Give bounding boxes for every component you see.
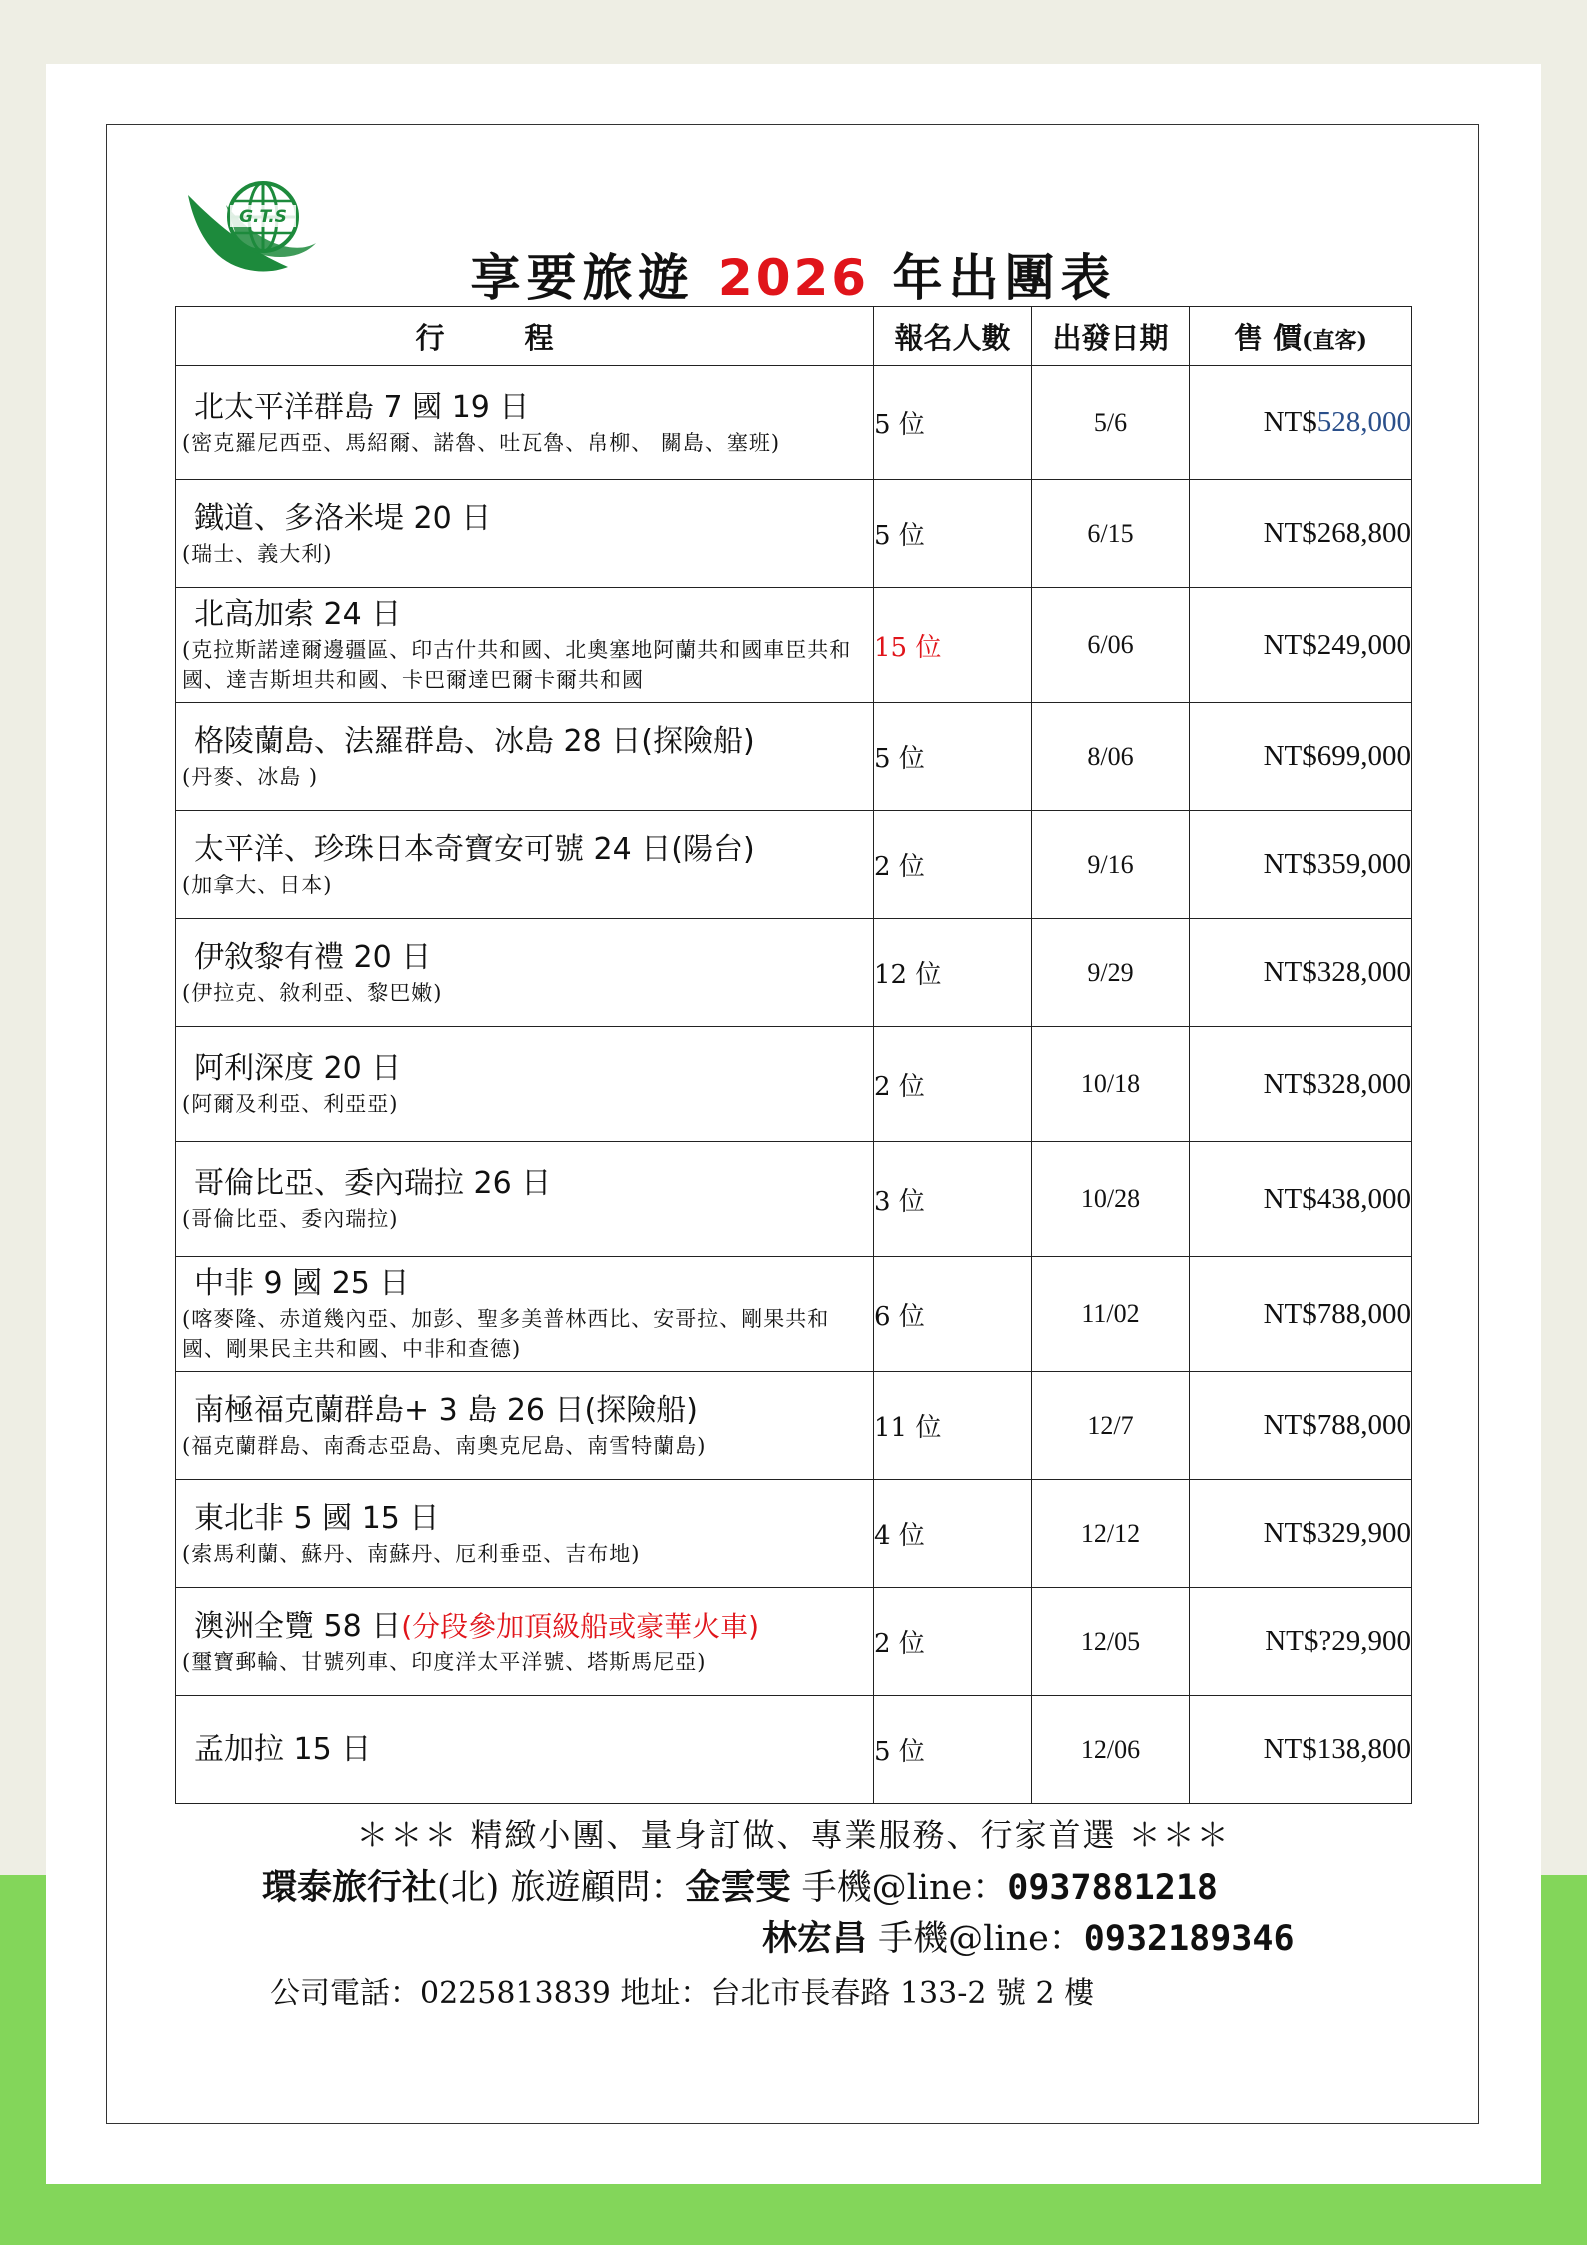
table-row bbox=[176, 588, 1412, 703]
tour-name bbox=[176, 1164, 873, 1204]
signups-cell: 2 位 bbox=[874, 1027, 1032, 1142]
tour-name bbox=[176, 1391, 873, 1431]
tour-countries: (璽寶郵輪、甘號列車、印度洋太平洋號、塔斯馬尼亞) bbox=[182, 1649, 707, 1674]
price-cell bbox=[1190, 480, 1412, 588]
price-cell bbox=[1190, 1257, 1412, 1372]
tour-countries: (瑞士、義大利) bbox=[182, 541, 333, 566]
advisor-1-name: 金雲雯 bbox=[685, 1867, 791, 1908]
tour-name bbox=[176, 499, 873, 539]
header-itinerary: 行程 bbox=[176, 307, 874, 366]
itinerary-cell bbox=[176, 1696, 874, 1804]
departure-date-cell: 10/18 bbox=[1032, 1027, 1190, 1142]
tour-name-text: 阿利深度 20 日 bbox=[194, 1051, 402, 1086]
title-prefix: 享要旅遊 bbox=[470, 248, 695, 307]
price-cell bbox=[1190, 1588, 1412, 1696]
contact-line-1 bbox=[262, 1860, 1218, 1910]
table-row bbox=[176, 703, 1412, 811]
contact-line-2 bbox=[762, 1911, 1295, 1961]
itinerary-cell bbox=[176, 1372, 874, 1480]
tour-name bbox=[176, 1730, 873, 1770]
table-row bbox=[176, 1257, 1412, 1372]
company-info: 公司電話：0225813839 地址：台北市長春路 133-2 號 2 樓 bbox=[270, 1976, 1095, 2011]
itinerary-cell bbox=[176, 1480, 874, 1588]
departure-date-cell: 8/06 bbox=[1032, 703, 1190, 811]
price-text: NT$ bbox=[1263, 406, 1317, 438]
signups-cell: 6 位 bbox=[874, 1257, 1032, 1372]
table-row bbox=[176, 1696, 1412, 1804]
departure-date-cell: 11/02 bbox=[1032, 1257, 1190, 1372]
table-row bbox=[176, 1372, 1412, 1480]
tour-countries: (密克羅尼西亞、馬紹爾、諾魯、吐瓦魯、帛柳、 關島、塞班) bbox=[182, 430, 781, 455]
signups-cell: 12 位 bbox=[874, 919, 1032, 1027]
price-amount: 528,000 bbox=[1316, 406, 1411, 438]
departure-date-cell: 12/12 bbox=[1032, 1480, 1190, 1588]
price-cell bbox=[1190, 919, 1412, 1027]
header-price-label: 售 價 bbox=[1234, 320, 1303, 355]
departure-date-cell: 6/06 bbox=[1032, 588, 1190, 703]
departure-date-cell: 10/28 bbox=[1032, 1142, 1190, 1257]
tour-name-text: 東北非 5 國 15 日 bbox=[194, 1500, 440, 1536]
itinerary-cell bbox=[176, 1027, 874, 1142]
tour-name bbox=[176, 1049, 873, 1089]
header-departure: 出發日期 bbox=[1032, 307, 1190, 366]
itinerary-cell bbox=[176, 703, 874, 811]
table-row bbox=[176, 1027, 1412, 1142]
tour-name-text: 鐵道、多洛米堤 20 日 bbox=[194, 500, 492, 536]
itinerary-cell bbox=[176, 919, 874, 1027]
price-text: NT$?29,900 bbox=[1265, 1625, 1411, 1657]
departure-date-cell: 12/7 bbox=[1032, 1372, 1190, 1480]
departure-date-cell: 12/05 bbox=[1032, 1588, 1190, 1696]
signups-cell: 3 位 bbox=[874, 1142, 1032, 1257]
agency-branch: (北) 旅遊顧問： bbox=[437, 1868, 686, 1908]
tour-countries: (福克蘭群島、南喬志亞島、南奧克尼島、南雪特蘭島) bbox=[182, 1433, 707, 1458]
tour-rows bbox=[176, 366, 1412, 1804]
tour-name bbox=[176, 1499, 873, 1539]
table-header-row bbox=[176, 307, 1412, 366]
signups-cell: 2 位 bbox=[874, 811, 1032, 919]
tour-countries: (喀麥隆、赤道幾內亞、加彭、聖多美普林西比、安哥拉、剛果共和國、剛果民主共和國、中非和查德) bbox=[182, 1307, 830, 1361]
price-text: NT$438,000 bbox=[1263, 1182, 1411, 1215]
price-cell bbox=[1190, 811, 1412, 919]
table-row bbox=[176, 919, 1412, 1027]
table-row bbox=[176, 1588, 1412, 1696]
tour-name-text: 北太平洋群島 7 國 19 日 bbox=[194, 389, 530, 425]
tour-countries: (克拉斯諾達爾邊疆區、印古什共和國、北奧塞地阿蘭共和國車臣共和國、達吉斯坦共和國、卡巴爾達巴爾卡爾共和國 bbox=[182, 638, 852, 692]
price-text: NT$328,000 bbox=[1263, 1067, 1411, 1100]
itinerary-cell bbox=[176, 588, 874, 703]
price-cell bbox=[1190, 366, 1412, 480]
table-row bbox=[176, 480, 1412, 588]
phone-label-1: 手機@line： bbox=[790, 1868, 1008, 1908]
tour-countries: (哥倫比亞、委內瑞拉) bbox=[182, 1207, 399, 1231]
table-row bbox=[176, 1480, 1412, 1588]
tour-name bbox=[176, 830, 873, 870]
price-text: NT$788,000 bbox=[1263, 1297, 1411, 1330]
tour-name-text: 澳洲全覽 58 日 bbox=[194, 1608, 402, 1644]
departure-date-cell: 9/29 bbox=[1032, 919, 1190, 1027]
table-row bbox=[176, 811, 1412, 919]
price-text: NT$138,800 bbox=[1263, 1733, 1411, 1765]
title-year: 2026 bbox=[717, 249, 870, 307]
tour-name-text: 格陵蘭島、法羅群島、冰島 28 日(探險船) bbox=[194, 723, 755, 759]
signups-cell: 11 位 bbox=[874, 1372, 1032, 1480]
itinerary-cell bbox=[176, 1142, 874, 1257]
signups-cell: 5 位 bbox=[874, 1696, 1032, 1804]
tour-countries: (索馬利蘭、蘇丹、南蘇丹、厄利垂亞、吉布地) bbox=[182, 1541, 641, 1566]
slogan: ＊＊＊ 精緻小團、量身訂做、專業服務、行家首選 ＊＊＊ bbox=[356, 1816, 1231, 1854]
tour-countries: (丹麥、冰島 ) bbox=[182, 764, 319, 789]
tour-name-text: 中非 9 國 25 日 bbox=[194, 1266, 410, 1301]
tour-name-text: 北高加索 24 日 bbox=[194, 597, 402, 632]
tour-name-text: 太平洋、珍珠日本奇寶安可號 24 日(陽台) bbox=[194, 831, 755, 867]
price-text: NT$788,000 bbox=[1263, 1409, 1411, 1441]
tour-schedule-table bbox=[175, 306, 1412, 1804]
advisor-2-name: 林宏昌 bbox=[762, 1918, 868, 1959]
header-signups: 報名人數 bbox=[874, 307, 1032, 366]
tour-name-text: 孟加拉 15 日 bbox=[194, 1731, 372, 1767]
signups-cell: 2 位 bbox=[874, 1588, 1032, 1696]
advisor-1-phone: 0937881218 bbox=[1007, 1868, 1218, 1908]
signups-cell: 15 位 bbox=[874, 588, 1032, 703]
page-title bbox=[0, 238, 1587, 310]
price-cell bbox=[1190, 588, 1412, 703]
advisor-2-phone: 0932189346 bbox=[1083, 1919, 1295, 1959]
itinerary-cell bbox=[176, 811, 874, 919]
signups-cell: 4 位 bbox=[874, 1480, 1032, 1588]
header-price bbox=[1190, 307, 1412, 366]
tour-countries: (阿爾及利亞、利亞亞) bbox=[182, 1092, 399, 1116]
signups-cell: 5 位 bbox=[874, 703, 1032, 811]
svg-text:G.T.S: G.T.S bbox=[239, 207, 287, 227]
tour-name-text: 哥倫比亞、委內瑞拉 26 日 bbox=[194, 1166, 552, 1201]
phone-label-2: 手機@line： bbox=[867, 1919, 1084, 1959]
departure-date-cell: 6/15 bbox=[1032, 480, 1190, 588]
itinerary-cell bbox=[176, 1257, 874, 1372]
table-row bbox=[176, 1142, 1412, 1257]
price-cell bbox=[1190, 1372, 1412, 1480]
signups-cell: 5 位 bbox=[874, 366, 1032, 480]
tour-countries: (加拿大、日本) bbox=[182, 872, 333, 897]
price-cell bbox=[1190, 1696, 1412, 1804]
tour-name bbox=[176, 1264, 873, 1304]
tour-name bbox=[176, 595, 873, 635]
departure-date-cell: 12/06 bbox=[1032, 1696, 1190, 1804]
tour-countries: (伊拉克、敘利亞、黎巴嫩) bbox=[182, 980, 443, 1005]
price-text: NT$329,900 bbox=[1263, 1517, 1411, 1549]
tour-name bbox=[176, 1607, 873, 1647]
tour-name-extra: (分段參加頂級船或豪華火車) bbox=[401, 1609, 760, 1643]
signups-cell: 5 位 bbox=[874, 480, 1032, 588]
price-text: NT$268,800 bbox=[1263, 517, 1411, 549]
tour-name-text: 伊敘黎有禮 20 日 bbox=[194, 939, 432, 975]
agency-name: 環泰旅行社 bbox=[262, 1867, 438, 1908]
price-text: NT$328,000 bbox=[1263, 956, 1411, 988]
price-text: NT$359,000 bbox=[1263, 848, 1411, 880]
itinerary-cell bbox=[176, 480, 874, 588]
price-text: NT$249,000 bbox=[1263, 628, 1411, 661]
price-text: NT$699,000 bbox=[1263, 740, 1411, 772]
header-price-note: (直客) bbox=[1302, 327, 1367, 354]
tour-name bbox=[176, 938, 873, 978]
departure-date-cell: 9/16 bbox=[1032, 811, 1190, 919]
price-cell bbox=[1190, 1027, 1412, 1142]
itinerary-cell bbox=[176, 1588, 874, 1696]
departure-date-cell: 5/6 bbox=[1032, 366, 1190, 480]
itinerary-cell bbox=[176, 366, 874, 480]
title-suffix: 年出團表 bbox=[892, 248, 1117, 307]
price-cell bbox=[1190, 1480, 1412, 1588]
tour-name bbox=[176, 388, 873, 428]
tour-name bbox=[176, 722, 873, 762]
tour-name-text: 南極福克蘭群島+ 3 島 26 日(探險船) bbox=[194, 1392, 698, 1428]
table-row bbox=[176, 366, 1412, 480]
price-cell bbox=[1190, 1142, 1412, 1257]
price-cell bbox=[1190, 703, 1412, 811]
